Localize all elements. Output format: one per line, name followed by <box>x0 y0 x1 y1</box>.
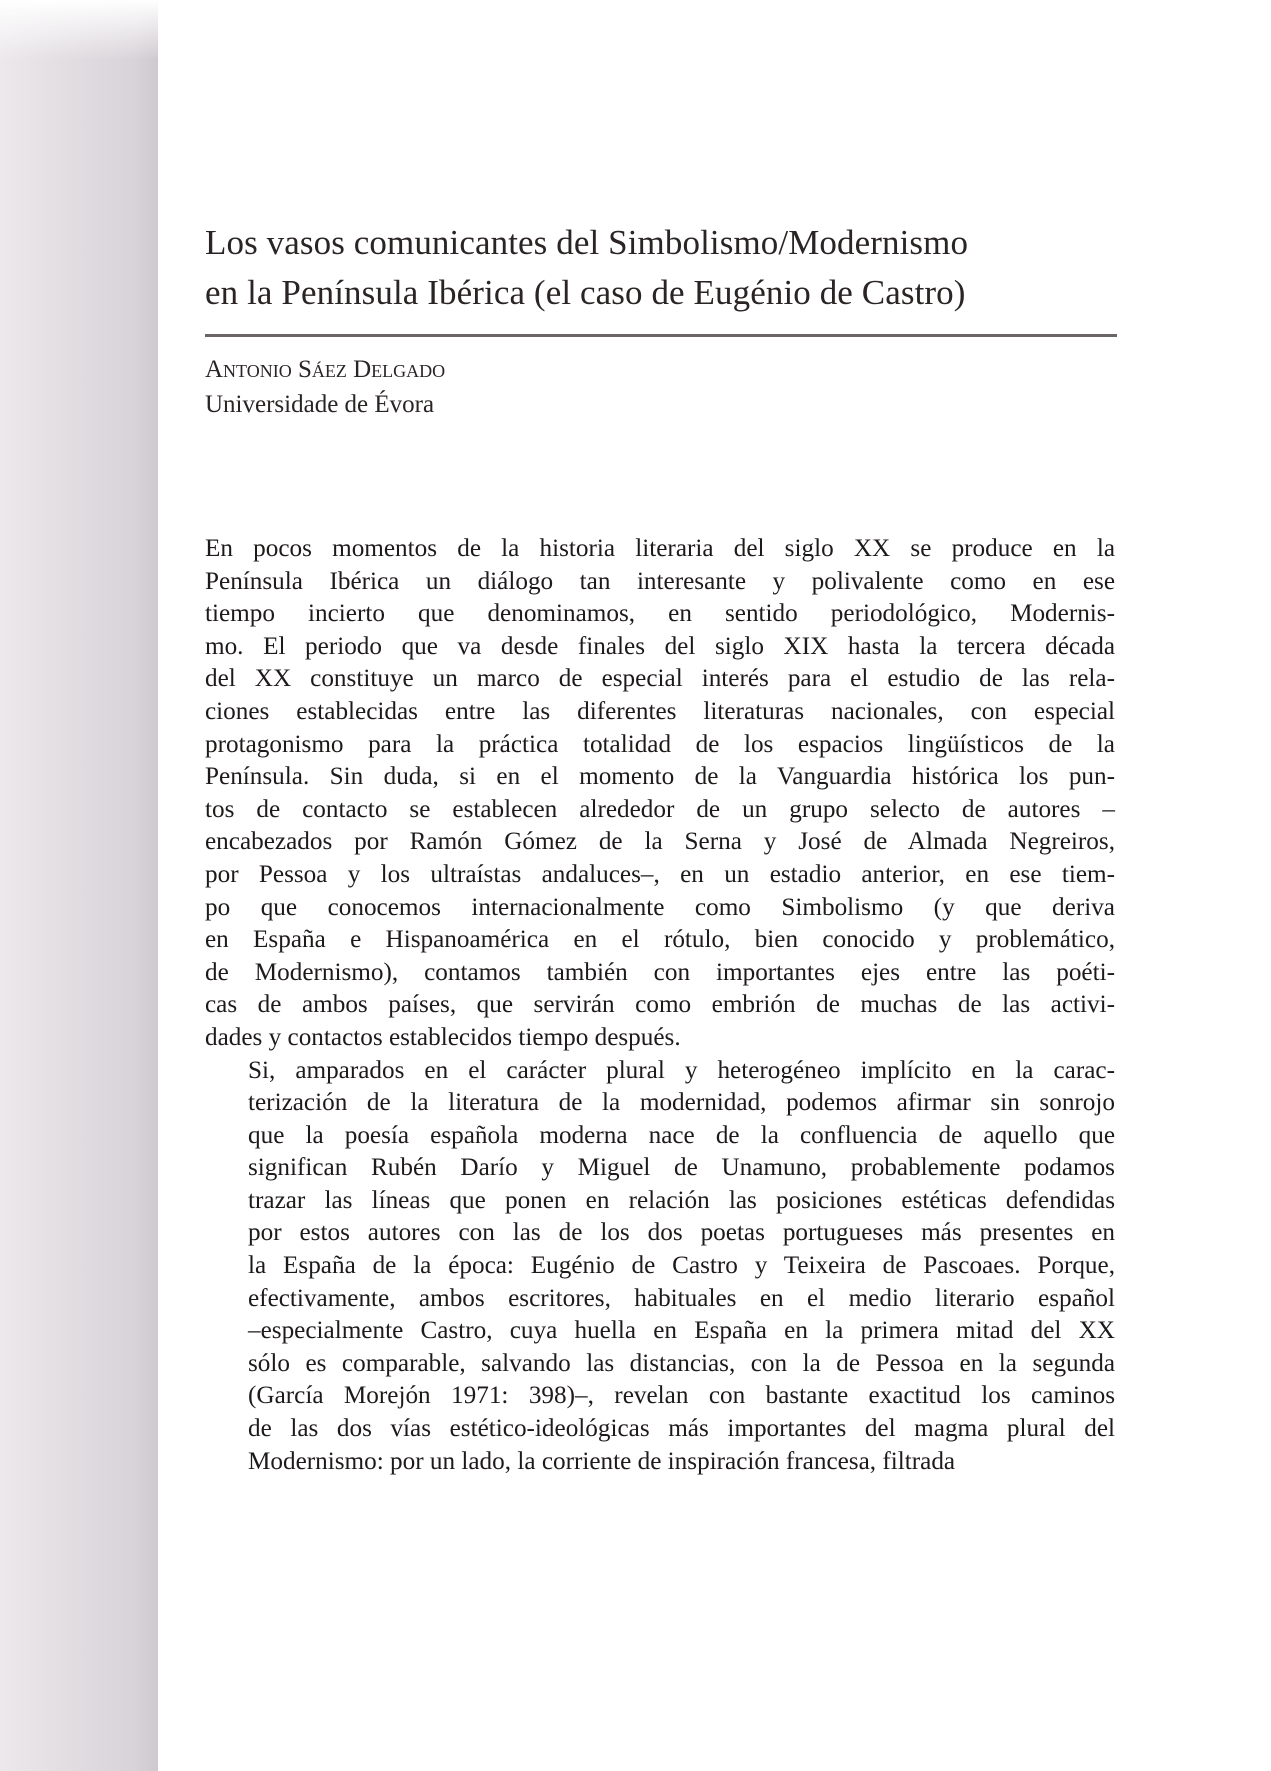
text-line: protagonismo para la práctica totalidad de los espacios lingüísticos de la <box>205 730 1115 758</box>
article-body <box>205 533 1115 1478</box>
article-title <box>205 218 1105 318</box>
text-line: por Pessoa y los ultraístas andaluces–, en un estadio anterior, en ese tiem- <box>205 860 1115 888</box>
text-line: po que conocemos internacionalmente como Simbolismo (y que deriva <box>205 893 1115 921</box>
title-line: Los vasos comunicantes del Simbolismo/Modernismo <box>205 223 969 262</box>
title-divider <box>205 334 1117 337</box>
title-line: en la Península Ibérica (el caso de Eugénio de Castro) <box>205 273 966 312</box>
text-line: del XX constituye un marco de especial interés para el estudio de las rela- <box>205 665 1115 693</box>
paragraph <box>205 1055 1115 1479</box>
text-line: –especialmente Castro, cuya huella en España en la primera mitad del XX <box>248 1317 1115 1345</box>
text-line: tiempo incierto que denominamos, en sentido periodológico, Modernis- <box>205 600 1115 628</box>
text-line: encabezados por Ramón Gómez de la Serna y José de Almada Negreiros, <box>205 828 1115 856</box>
text-line: la España de la época: Eugénio de Castro y Teixeira de Pascoaes. Porque, <box>248 1252 1115 1280</box>
text-line: significan Rubén Darío y Miguel de Unamuno, probablemente podamos <box>248 1154 1115 1182</box>
text-line: Modernismo: por un lado, la corriente de inspiración francesa, filtrada <box>248 1447 956 1475</box>
text-line: que la poesía española moderna nace de la confluencia de aquello que <box>248 1121 1115 1149</box>
text-line: Península. Sin duda, si en el momento de la Vanguardia histórica los pun- <box>205 763 1115 791</box>
text-line: terización de la literatura de la modernidad, podemos afirmar sin sonrojo <box>248 1089 1115 1117</box>
author-affiliation: Universidade de Évora <box>205 391 435 418</box>
paragraph <box>205 533 1115 1055</box>
text-line: efectivamente, ambos escritores, habituales en el medio literario español <box>248 1284 1115 1312</box>
text-line: Península Ibérica un diálogo tan interesante y polivalente como en ese <box>205 567 1115 595</box>
binding-shadow-fade <box>0 0 158 60</box>
text-line: sólo es comparable, salvando las distancias, con la de Pessoa en la segunda <box>248 1349 1115 1377</box>
text-line: Si, amparados en el carácter plural y heterogéneo implícito en la carac- <box>248 1056 1115 1084</box>
text-line: ciones establecidas entre las diferentes literaturas nacionales, con especial <box>205 697 1115 725</box>
text-line: dades y contactos establecidos tiempo después. <box>205 1023 681 1051</box>
text-line: tos de contacto se establecen alrededor de un grupo selecto de autores – <box>205 795 1115 823</box>
text-line: por estos autores con las de los dos poetas portugueses más presentes en <box>248 1219 1115 1247</box>
text-line: de Modernismo), contamos también con importantes ejes entre las poéti- <box>205 958 1115 986</box>
text-line: mo. El periodo que va desde finales del siglo XIX hasta la tercera década <box>205 632 1115 660</box>
text-line: En pocos momentos de la historia literaria del siglo XX se produce en la <box>205 535 1115 562</box>
text-line: trazar las líneas que ponen en relación las posiciones estéticas defendidas <box>248 1186 1115 1214</box>
text-line: (García Morejón 1971: 398)–, revelan con bastante exactitud los caminos <box>248 1382 1115 1410</box>
text-line: en España e Hispanoamérica en el rótulo, bien conocido y problemático, <box>205 926 1115 954</box>
text-line: cas de ambos países, que servirán como embrión de muchas de las activi- <box>205 991 1115 1019</box>
text-line: de las dos vías estético-ideológicas más importantes del magma plural del <box>248 1415 1115 1443</box>
binding-shadow <box>0 0 158 1771</box>
author-name: Antonio Sáez Delgado <box>205 356 446 383</box>
